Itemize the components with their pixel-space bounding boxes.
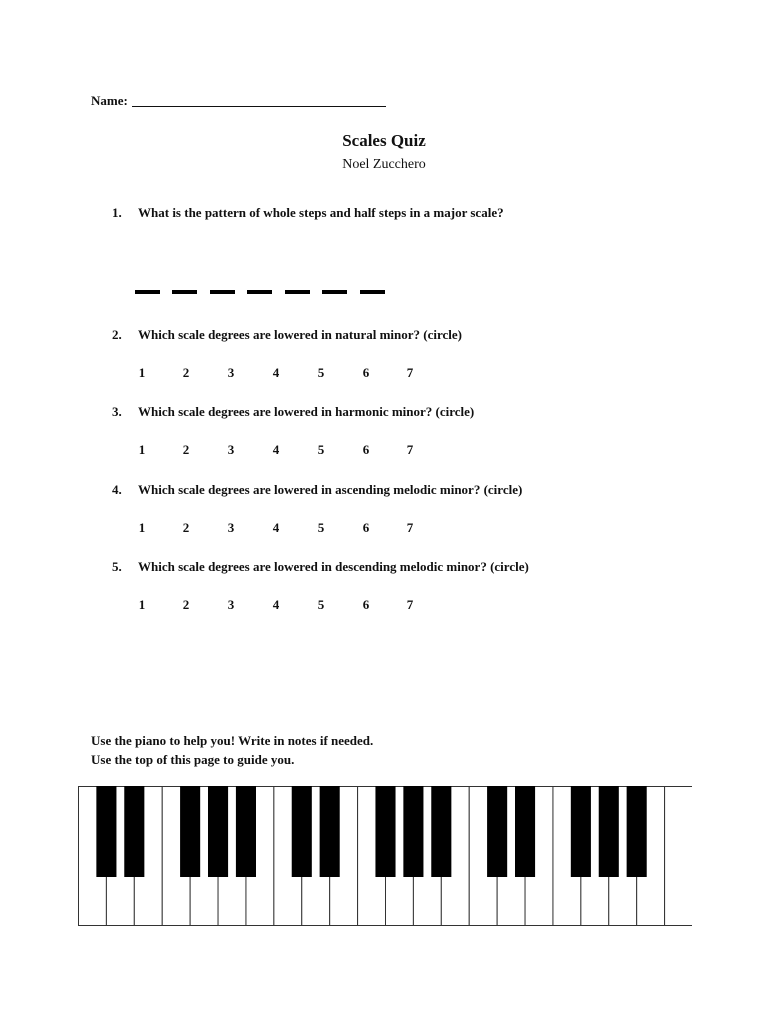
degree-option[interactable]: 4 [272, 365, 280, 380]
degree-option[interactable]: 6 [362, 365, 370, 380]
black-key[interactable] [487, 786, 507, 877]
question-3 [112, 404, 474, 420]
degree-option[interactable]: 7 [406, 365, 414, 380]
black-key[interactable] [180, 786, 200, 877]
degree-option[interactable]: 1 [138, 442, 146, 457]
degree-option[interactable]: 1 [138, 365, 146, 380]
degree-option[interactable]: 3 [227, 520, 235, 535]
degree-options-q4 [136, 520, 436, 538]
black-key[interactable] [431, 786, 451, 877]
degree-option[interactable]: 3 [227, 597, 235, 612]
instruction-line-1: Use the piano to help you! Write in notes if needed. [91, 733, 374, 748]
degree-option[interactable]: 3 [227, 442, 235, 457]
degree-option[interactable]: 7 [406, 597, 414, 612]
degree-option[interactable]: 5 [317, 442, 325, 457]
degree-option[interactable]: 4 [272, 520, 280, 535]
degree-options-q2 [136, 365, 436, 383]
black-key[interactable] [627, 786, 647, 877]
name-field[interactable] [132, 106, 386, 107]
question-1 [112, 205, 504, 221]
degree-option[interactable]: 2 [182, 365, 190, 380]
black-key[interactable] [96, 786, 116, 877]
piano-svg [78, 786, 692, 926]
degree-options-q5 [136, 597, 436, 615]
question-4 [112, 482, 522, 498]
question-number: 4. [112, 482, 122, 497]
answer-blank[interactable] [247, 290, 272, 294]
black-key[interactable] [403, 786, 423, 877]
degree-option[interactable]: 2 [182, 520, 190, 535]
black-key[interactable] [515, 786, 535, 877]
instruction-line-2: Use the top of this page to guide you. [91, 752, 295, 767]
black-key[interactable] [599, 786, 619, 877]
question-text: What is the pattern of whole steps and half steps in a major scale? [138, 205, 504, 220]
black-key[interactable] [375, 786, 395, 877]
degree-option[interactable]: 6 [362, 597, 370, 612]
degree-option[interactable]: 5 [317, 597, 325, 612]
question-text: Which scale degrees are lowered in harmonic minor? (circle) [138, 404, 475, 419]
black-key[interactable] [208, 786, 228, 877]
question-5 [112, 559, 529, 575]
degree-option[interactable]: 1 [138, 597, 146, 612]
degree-option[interactable]: 4 [272, 597, 280, 612]
question-2 [112, 327, 462, 343]
degree-option[interactable]: 2 [182, 597, 190, 612]
black-key[interactable] [236, 786, 256, 877]
degree-option[interactable]: 3 [227, 365, 235, 380]
degree-options-q3 [136, 442, 436, 460]
answer-blank[interactable] [360, 290, 385, 294]
question-number: 1. [112, 205, 122, 220]
degree-option[interactable]: 7 [406, 520, 414, 535]
answer-blank[interactable] [172, 290, 197, 294]
black-key[interactable] [124, 786, 144, 877]
author-name: Noel Zucchero [342, 157, 426, 172]
answer-blank[interactable] [210, 290, 235, 294]
degree-option[interactable]: 6 [362, 520, 370, 535]
black-key[interactable] [571, 786, 591, 877]
question-text: Which scale degrees are lowered in ascending melodic minor? (circle) [138, 482, 523, 497]
degree-option[interactable]: 5 [317, 365, 325, 380]
degree-option[interactable]: 7 [406, 442, 414, 457]
question-number: 3. [112, 404, 122, 419]
question-number: 2. [112, 327, 122, 342]
degree-option[interactable]: 4 [272, 442, 280, 457]
black-key[interactable] [320, 786, 340, 877]
white-key[interactable] [665, 787, 692, 926]
answer-blanks [135, 290, 395, 295]
name-label: Name: [91, 93, 128, 108]
degree-option[interactable]: 5 [317, 520, 325, 535]
degree-option[interactable]: 6 [362, 442, 370, 457]
question-text: Which scale degrees are lowered in natural minor? (circle) [138, 327, 462, 342]
answer-blank[interactable] [322, 290, 347, 294]
question-number: 5. [112, 559, 122, 574]
degree-option[interactable]: 2 [182, 442, 190, 457]
piano-keyboard [78, 786, 692, 926]
black-key[interactable] [292, 786, 312, 877]
page-title: Scales Quiz [342, 131, 426, 150]
question-text: Which scale degrees are lowered in descending melodic minor? (circle) [138, 559, 529, 574]
answer-blank[interactable] [135, 290, 160, 294]
answer-blank[interactable] [285, 290, 310, 294]
degree-option[interactable]: 1 [138, 520, 146, 535]
